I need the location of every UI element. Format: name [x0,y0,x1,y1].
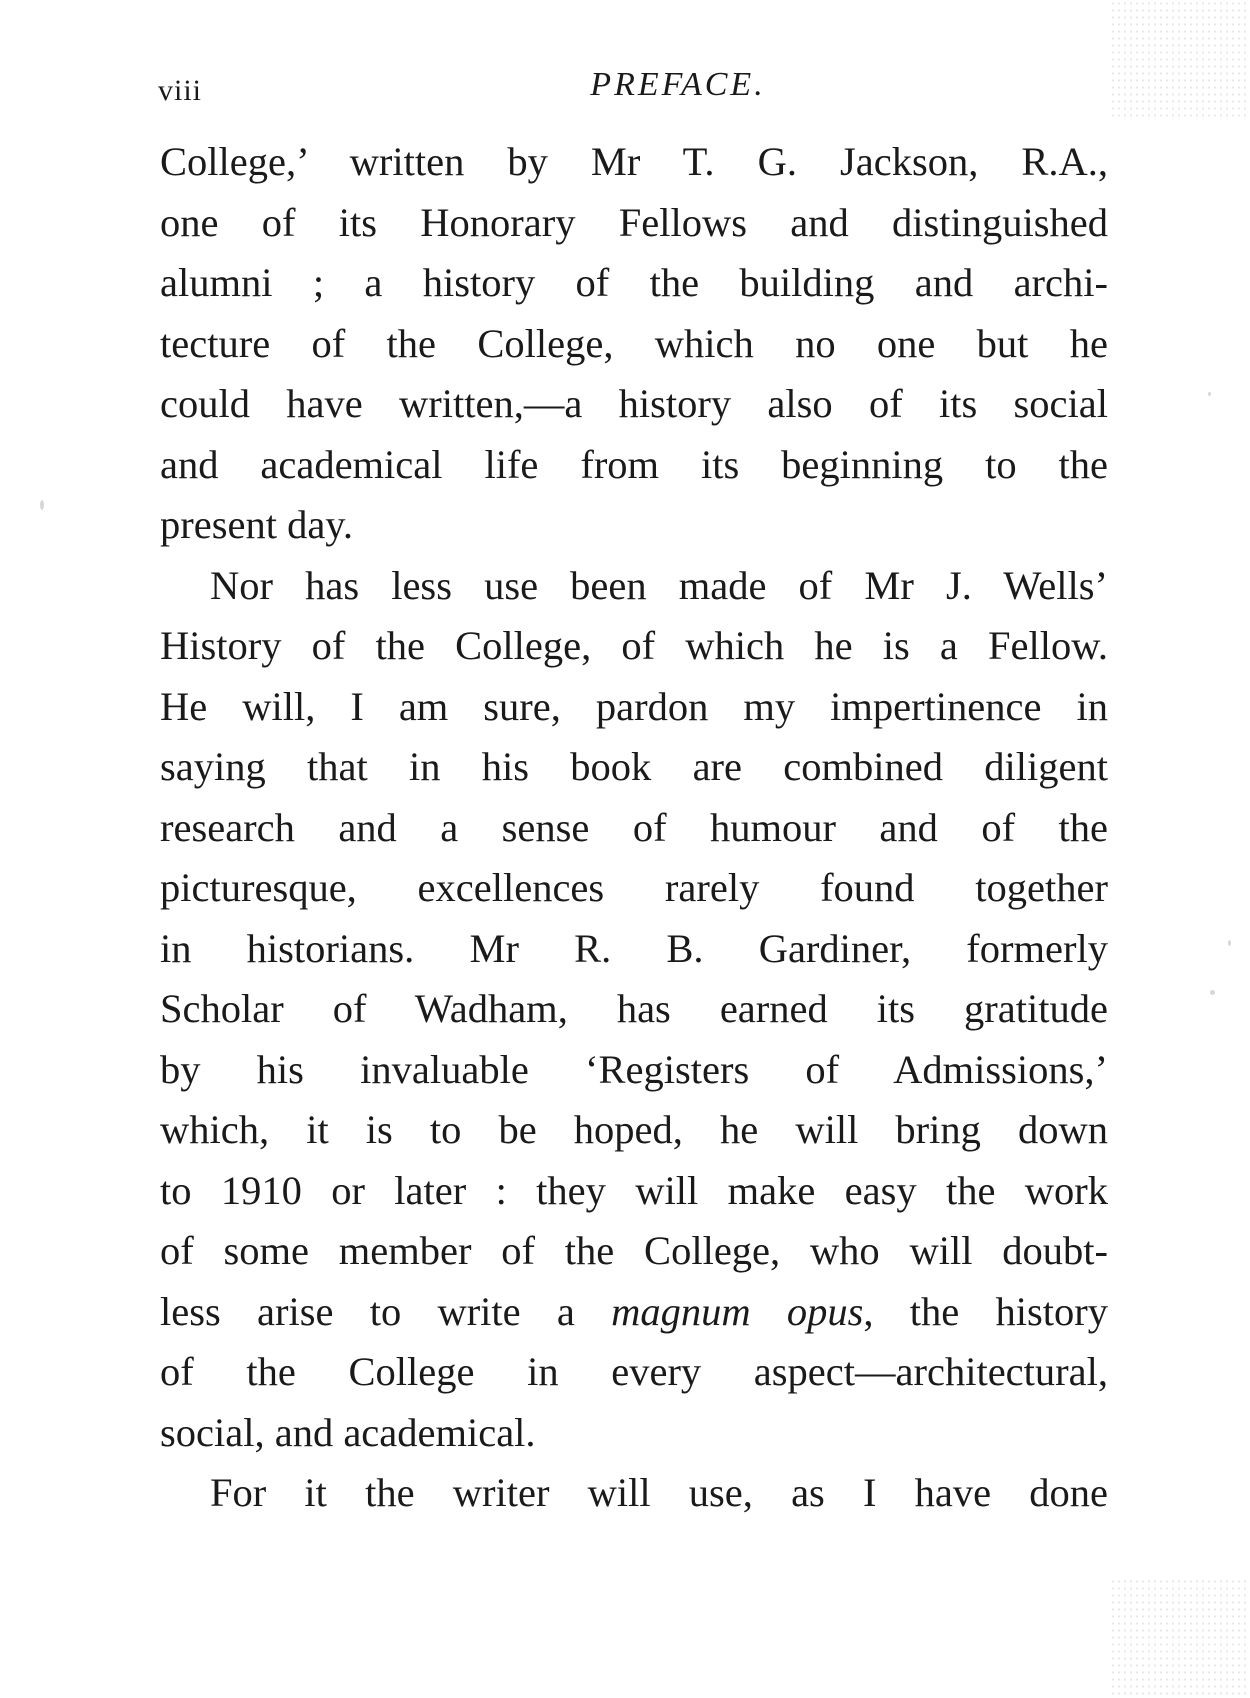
scan-speck [1210,990,1215,995]
text-line [160,1161,1108,1222]
text-line: History of the College, of which he is a Fellow. [160,623,1108,668]
text-line: of some member of the College, who will doubt- [160,1228,1108,1273]
text-fragment: , the history [863,1288,1109,1334]
text-line: which, it is to be hoped, he will bring down [160,1107,1108,1152]
text-line: by his invaluable ‘Registers of Admissions,’ [160,1046,1108,1092]
scan-speck [1228,940,1231,946]
running-head [158,66,1108,116]
page-number: viii [158,74,203,107]
text-line: social, and academical. [160,1409,536,1455]
text-line: and academical life from its beginning to the [160,441,1108,487]
text-line: research and a sense of humour and of the [160,804,1108,850]
text-line: saying that in his book are combined diligent [160,744,1108,789]
text-line: Scholar of Wadham, has earned its gratitude [160,986,1108,1031]
text-line: present day. [160,502,354,547]
text-line: could have written,—a history also of its social [160,381,1108,426]
body-text [160,132,1108,1524]
italic-phrase: magnum opus [611,1288,864,1334]
text-line: one of its Honorary Fellows and distinguished [160,199,1108,245]
text-line: tecture of the College, which no one but he [160,320,1108,366]
text-fragment: or later : they will make easy the work [331,1167,1108,1213]
text-fragment: less arise to write a [160,1288,575,1334]
text-line [160,1282,1108,1343]
text-line: He will, I am sure, pardon my impertinence in [160,683,1108,729]
year: 1910 [220,1167,302,1213]
scan-speck [40,500,44,510]
text-line: in historians. Mr R. B. Gardiner, formerly [160,925,1108,971]
scan-speck [1208,392,1211,396]
text-fragment: to [160,1167,192,1213]
scan-noise-bottom-right [1110,1578,1250,1698]
text-line: alumni ; a history of the building and archi- [160,260,1108,305]
text-line: Nor has less use been made of Mr J. Wells’ [210,562,1108,608]
text-line: picturesque, excellences rarely found together [160,865,1108,910]
text-line: College,’ written by Mr T. G. Jackson, R.A., [160,139,1108,184]
page-title: PREFACE. [590,66,766,103]
scan-noise-top-right [1110,0,1250,120]
text-line: of the College in every aspect—architectural, [160,1349,1108,1394]
text-line: For it the writer will use, as I have done [210,1470,1108,1515]
